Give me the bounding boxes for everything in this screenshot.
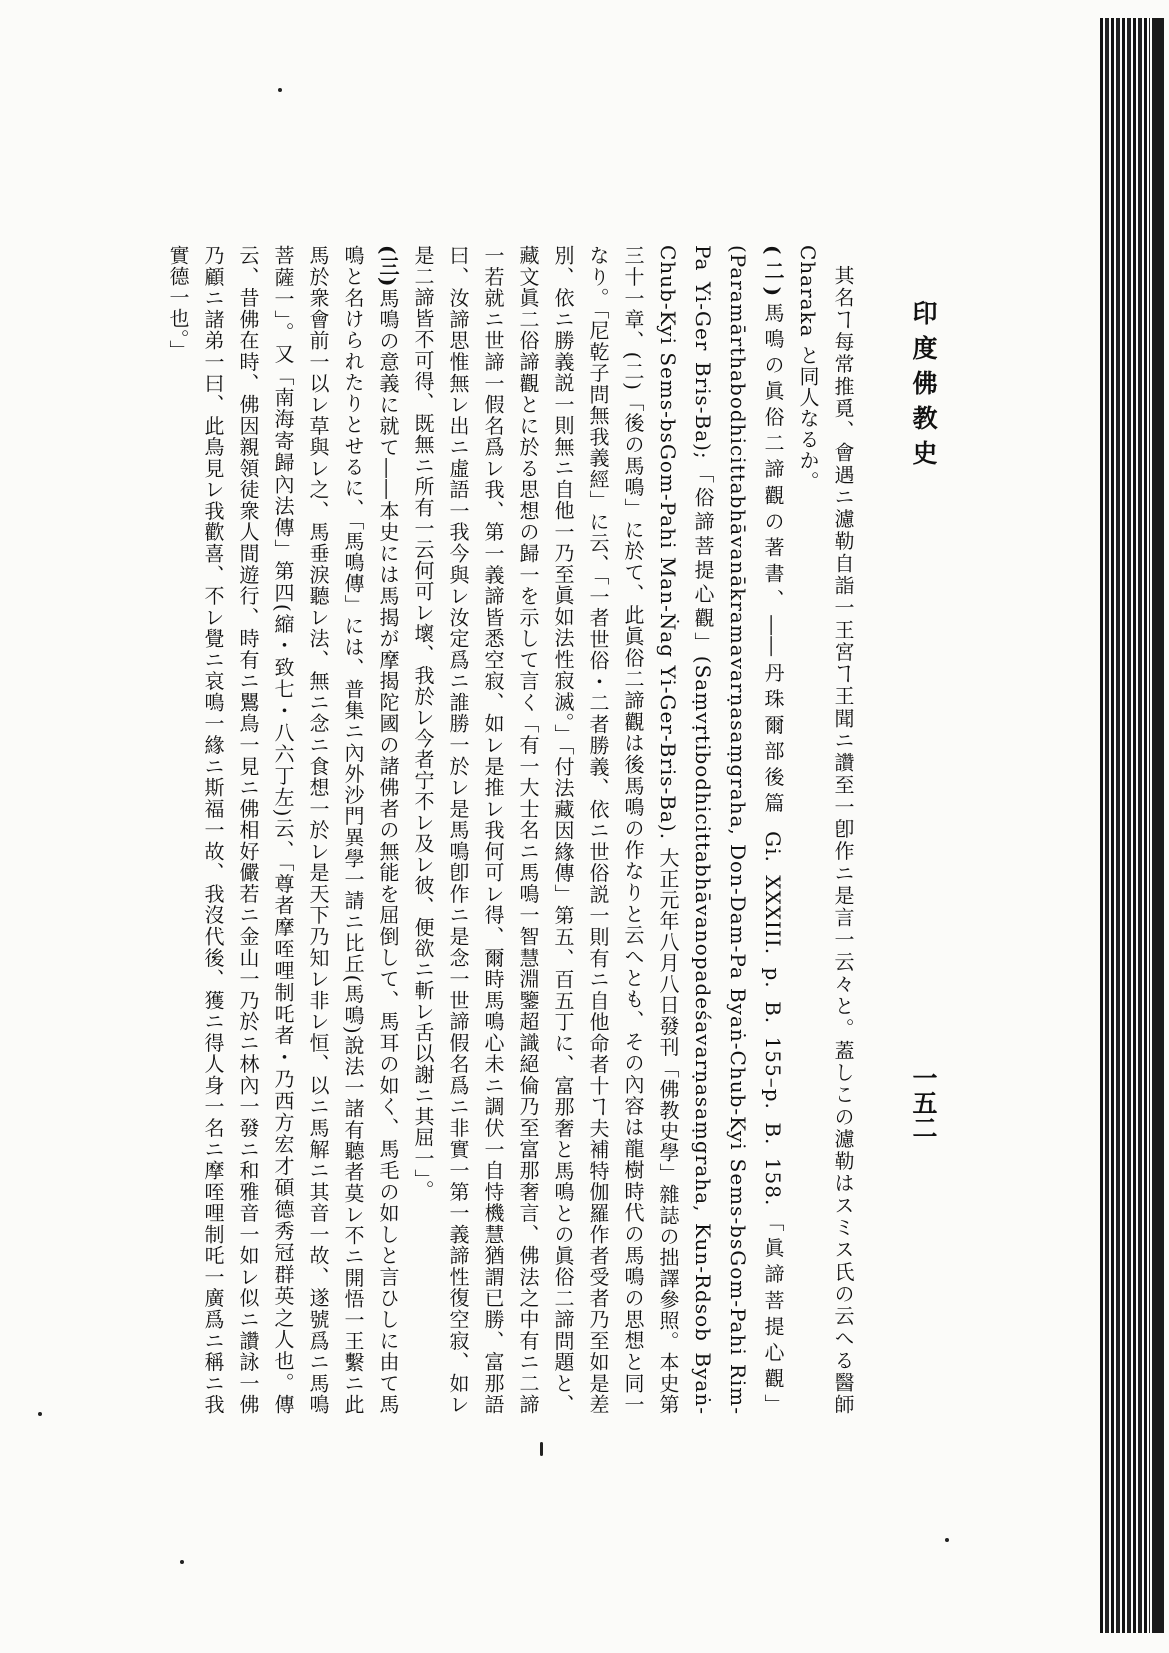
note-2 <box>405 245 790 1415</box>
running-title: 印度佛教史 <box>909 300 938 475</box>
body-text <box>120 245 860 1415</box>
speck <box>278 88 282 92</box>
speck <box>38 1412 42 1416</box>
speck <box>180 1560 184 1564</box>
note-3 <box>160 245 405 1415</box>
note-text: 馬鳴の意義に就て――本史には馬揭が摩揭陀國の諸佛者の無能を屈倒して、馬耳の如く、馬毛の如しと言ひしに由て馬鳴と名けられたりとせるに、「馬鳴傳」には、普集ニ內外沙門異學一請ニ比丘(馬鳴)說法一諸有聽者莫レ不ニ開悟一王繫ニ此馬於衆會前一以レ草與レ之、馬垂淚聽レ法、無ニ念ニ食想一於レ是天下乃知レ非レ恒、以ニ馬解ニ其音一故、遂號爲ニ馬鳴菩薩一」。又「南海寄歸內法傳」第四(縮・致七・八六丁左)云、「尊者摩咥哩制吒者・乃西方宏才碩德秀冠群英之人也。傳云、昔佛在時、佛因親領徒衆人間遊行、時有ニ鸎鳥一見ニ佛相好儼若ニ金山一乃於ニ林內一發ニ和雅音一如レ似ニ讚詠一佛乃顧ニ諸弟一曰、此鳥見レ我歡喜、不レ覺ニ哀鳴一緣ニ斯福一故、我沒代後、獲ニ得人身一名ニ摩咥哩制吒一廣爲ニ稱ニ我實德一也。」 <box>166 245 400 1416</box>
speck <box>945 1538 949 1542</box>
note-text: 馬鳴の眞俗二諦觀の著書、――丹珠爾部後篇 Gi. XXXIII. p. B. 155–p. B. 158.「眞諦菩提心觀」(Paramārthabodhicittabhāvanākramavarṇasaṃgraha, Don-Dam-Pa Byaṅ-Chub-Kyi Sems-bsGom-Pahi Rim-Pa Yi-Ger Bris-Ba);「俗諦菩提心觀」(Saṃvṛtibodhicittabhāvanopadeśavarṇasaṃgraha, Kun-Rdsob Byaṅ-Chub-Kyi Sems-bsGom-Pahi Man-Ṅag Yi-Ger-Bris-Ba). 大正元年八月八日發刊「佛教史學」雜誌の拙譯參照。本史第三十一章、(二)「後の馬鳴」に於て、此眞俗二諦觀は後馬鳴の作なりと云へとも、その內容は龍樹時代の馬鳴の思想と同一なり。「尼乾子問無我義經」に云、「一者世俗・二者勝義、依ニ世俗説一則有ニ自他命者十ヿ夫補特伽羅作者受者乃至如是差別、依ニ勝義説一則無ニ自他一乃至眞如法性寂滅。」「付法藏因緣傳」第五、百五丁に、富那奢と馬鳴との眞俗二諦問題と、藏文眞二俗諦觀とに於る思想の歸一を示して言く「有一大士名ニ馬鳴一智慧淵鑒超識絕倫乃至富那奢言、佛法之中有ニ二諦一若就ニ世諦一假名爲レ我、第一義諦皆悉空寂、如レ是推レ我何可レ得、爾時馬鳴心未ニ調伏一自恃機慧猶謂已勝、富那語曰、汝諦思惟無レ出ニ虛語一我今與レ汝定爲ニ誰勝一於レ是馬鳴卽作ニ是念一世諦假名爲ニ非實一第一義諦性復空寂、如レ是二諦皆不可得、既無ニ所有一云何可レ壞、我於レ今者宁不レ及レ彼、便欲ニ斬レ舌以謝ニ其屈一」。 <box>411 245 785 1415</box>
speck <box>540 1442 543 1456</box>
note-number: (三) <box>376 245 400 288</box>
paragraph: 其名ヿ每常推覓、會遇ニ濾勒自詣一王宮ヿ王聞ニ讚至一卽作ニ是言一云々と。蓋しこの濾勒はスミス氏の云へる醫師 Charaka と同人なるか。 <box>796 245 855 1415</box>
page-number: 一五二 <box>909 1065 938 1140</box>
note-number: (二) <box>761 245 785 298</box>
book-spine-shadow <box>1100 18 1150 1633</box>
book-edge <box>1152 18 1164 1633</box>
